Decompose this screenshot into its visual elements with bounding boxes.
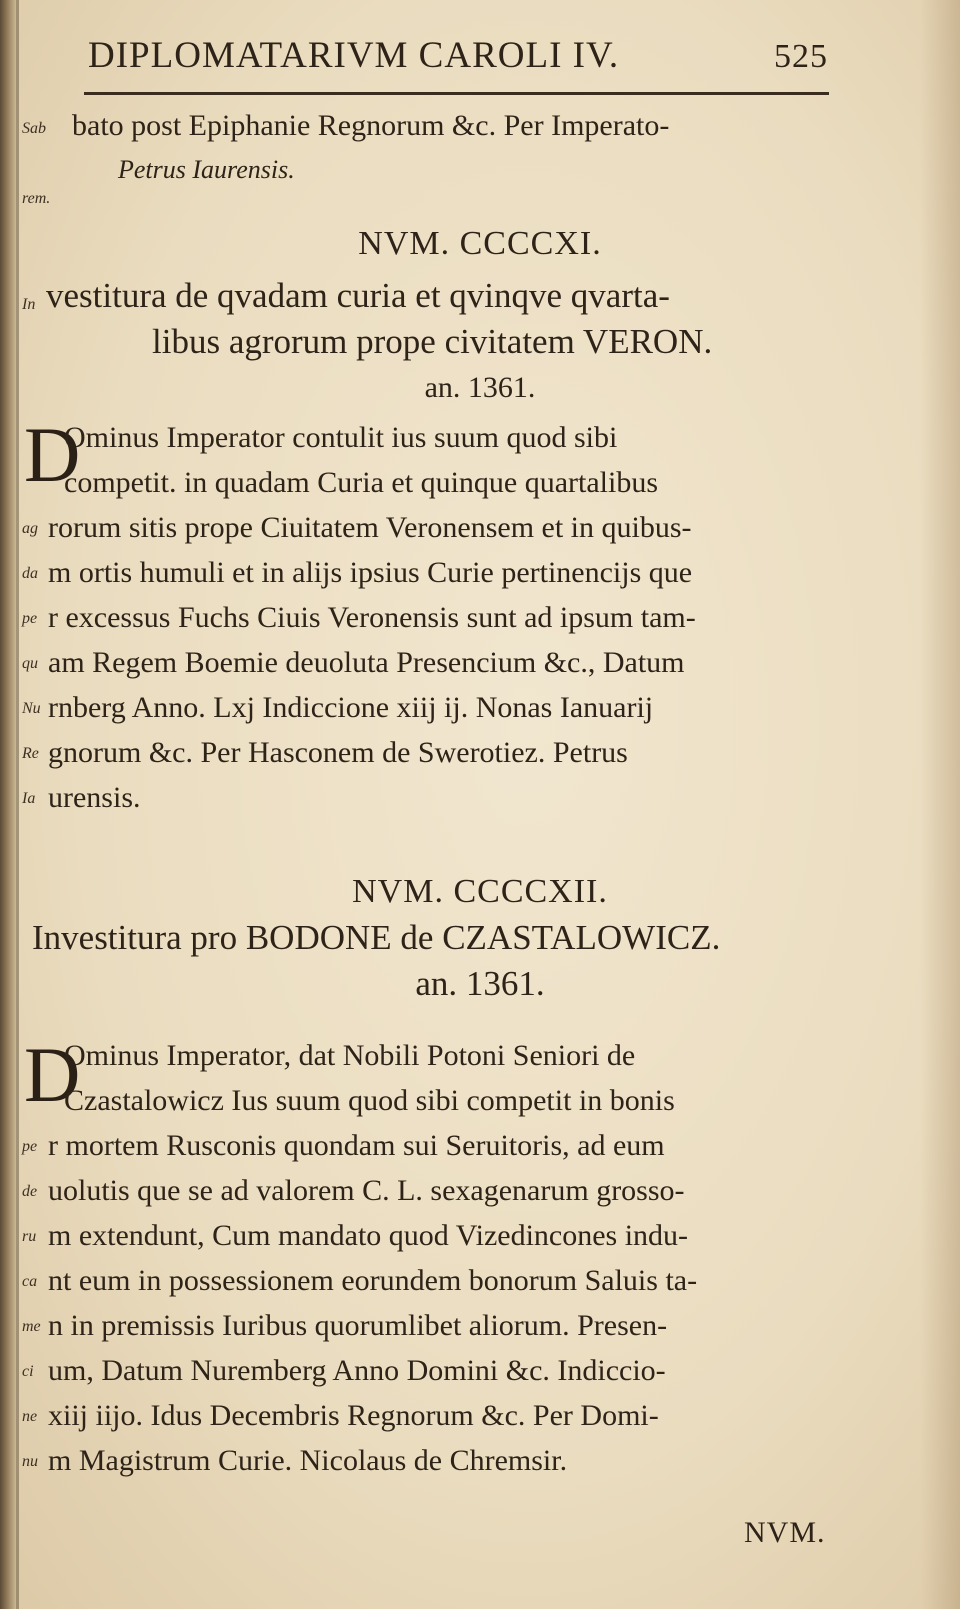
text-line: m Magistrum Curie. Nicolaus de Chremsir.	[48, 1444, 568, 1477]
text-line: r excessus Fuchs Ciuis Veronensis sunt ad ipsum tam-	[48, 601, 696, 634]
section-year: an. 1361.	[424, 371, 536, 404]
text-line: m extendunt, Cum mandato quod Vizedincones indu-	[48, 1219, 689, 1252]
header-rule	[84, 92, 829, 95]
margin-note: de	[22, 1183, 38, 1200]
text-line: rorum sitis prope Ciuitatem Veronensem et in quibus-	[48, 511, 692, 544]
text-line: r mortem Rusconis quondam sui Seruitoris, ad eum	[48, 1129, 665, 1162]
running-title: DIPLOMATARIVM CAROLI IV.	[88, 35, 620, 76]
margin-note: ne	[22, 1408, 38, 1425]
section-year: an. 1361.	[415, 964, 545, 1003]
catchword: NVM.	[744, 1516, 826, 1549]
running-head	[88, 34, 828, 82]
section-title: Investitura pro BODONE de CZASTALOWICZ.	[32, 918, 721, 957]
margin-note: Re	[22, 745, 39, 762]
margin-note: pe	[22, 1138, 38, 1155]
text-line: xiij iijo. Idus Decembris Regnorum &c. Per Domi-	[48, 1399, 659, 1432]
text-line: urensis.	[48, 781, 141, 814]
text-line: am Regem Boemie deuoluta Presencium &c., Datum	[48, 646, 685, 679]
text-line: Czastalowicz Ius suum quod sibi competit in bonis	[64, 1084, 675, 1117]
margin-note: rem.	[22, 190, 51, 207]
margin-note: Sab	[22, 120, 46, 137]
section-heading: NVM. CCCCXI.	[358, 225, 602, 262]
margin-note: Ia	[22, 790, 36, 807]
margin-note: da	[22, 565, 38, 582]
margin-note: Nu	[22, 700, 41, 717]
page-number: 525	[774, 38, 828, 75]
text-line: Ominus Imperator, dat Nobili Potoni Seniori de	[64, 1039, 636, 1072]
text-line: m ortis humuli et in alijs ipsius Curie pertinencijs que	[48, 556, 693, 589]
drop-capital: D	[24, 411, 81, 498]
margin-note: nu	[22, 1453, 38, 1470]
text-line: rnberg Anno. Lxj Indiccione xiij ij. Nonas Ianuarij	[48, 691, 654, 724]
text-line: Ominus Imperator contulit ius suum quod sibi	[64, 421, 618, 454]
text-line: gnorum &c. Per Hasconem de Swerotiez. Petrus	[48, 736, 628, 769]
text-line: competit. in quadam Curia et quinque quartalibus	[64, 466, 659, 499]
text-line: uolutis que se ad valorem C. L. sexagenarum grosso-	[48, 1174, 685, 1207]
text-line: um, Datum Nuremberg Anno Domini &c. Indiccio-	[48, 1354, 666, 1387]
fragment-line-2: Petrus Iaurensis.	[118, 155, 295, 184]
section-heading: NVM. CCCCXII.	[352, 873, 608, 910]
section-title-line-2: libus agrorum prope civitatem VERON.	[152, 322, 713, 361]
margin-note: ag	[22, 520, 38, 537]
text-line: nt eum in possessionem eorundem bonorum Saluis ta-	[48, 1264, 698, 1297]
margin-note: pe	[22, 610, 38, 627]
margin-note: ci	[22, 1363, 34, 1380]
margin-note: me	[22, 1318, 41, 1335]
margin-note: ru	[22, 1228, 37, 1245]
margin-note: In	[22, 296, 36, 313]
fragment-line-1: bato post Epiphanie Regnorum &c. Per Imperato-	[72, 109, 670, 142]
margin-note: ca	[22, 1273, 38, 1290]
margin-note: qu	[22, 655, 38, 672]
drop-capital: D	[24, 1031, 81, 1118]
section-title-line-1: vestitura de qvadam curia et qvinqve qvarta-	[46, 276, 670, 315]
text-line: n in premissis Iuribus quorumlibet aliorum. Presen-	[48, 1309, 668, 1342]
